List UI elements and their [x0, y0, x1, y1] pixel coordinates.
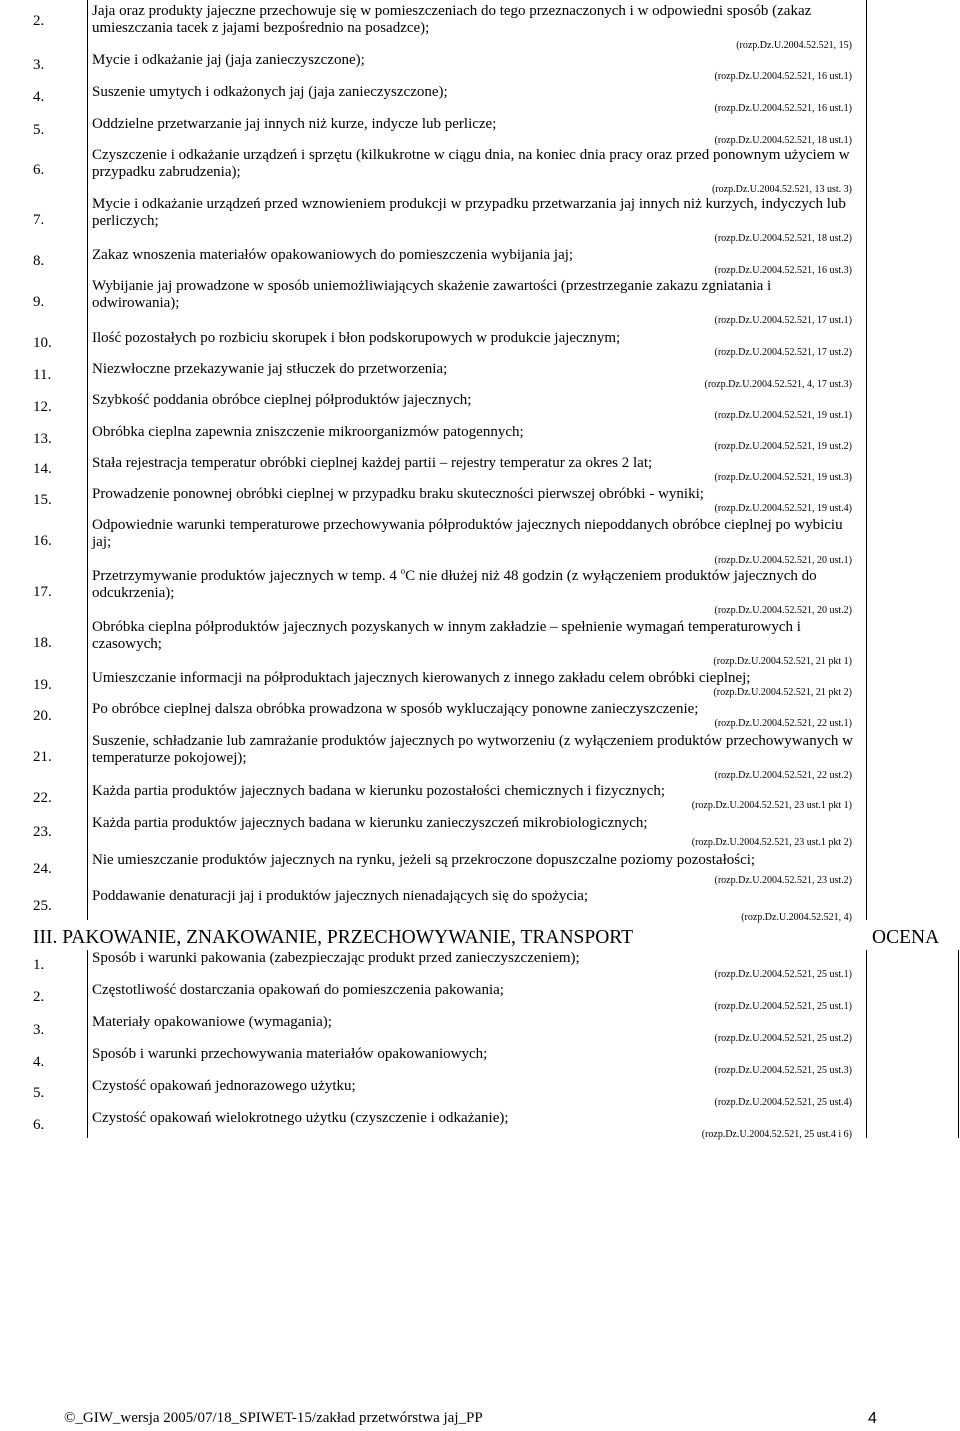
legal-reference: (rozp.Dz.U.2004.52.521, 16 ust.1)	[714, 103, 852, 114]
row-text: Czystość opakowań wielokrotnego użytku (czyszczenie i odkażanie);	[92, 1110, 509, 1126]
legal-reference: (rozp.Dz.U.2004.52.521, 17 ust.2)	[714, 347, 852, 358]
row-text: Częstotliwość dostarczania opakowań do pomieszczenia pakowania;	[92, 982, 504, 998]
row-number: 1.	[33, 957, 45, 973]
legal-reference: (rozp.Dz.U.2004.52.521, 21 pkt 1)	[713, 656, 852, 667]
row-number: 17.	[33, 584, 52, 600]
row-text: Szybkość poddania obróbce cieplnej półproduktów jajecznych;	[92, 392, 472, 408]
row-number: 9.	[33, 294, 45, 310]
legal-reference: (rozp.Dz.U.2004.52.521, 23 ust.1 pkt 1)	[691, 800, 852, 811]
legal-reference: (rozp.Dz.U.2004.52.521, 15)	[736, 40, 852, 51]
row-text: Materiały opakowaniowe (wymagania);	[92, 1014, 332, 1030]
legal-reference: (rozp.Dz.U.2004.52.521, 25 ust.2)	[714, 1033, 852, 1044]
row-number: 6.	[33, 1117, 45, 1133]
row-number: 6.	[33, 162, 45, 178]
row-number: 11.	[33, 367, 52, 383]
row-text: Mycie i odkażanie jaj (jaja zanieczyszczone);	[92, 52, 365, 68]
page-number: 4	[868, 1410, 877, 1427]
legal-reference: (rozp.Dz.U.2004.52.521, 13 ust. 3)	[712, 184, 852, 195]
row-number: 4.	[33, 1054, 45, 1070]
row-text: Sposób i warunki pakowania (zabezpieczając produkt przed zanieczyszczeniem);	[92, 950, 580, 966]
legal-reference: (rozp.Dz.U.2004.52.521, 4, 17 ust.3)	[704, 379, 852, 390]
legal-reference: (rozp.Dz.U.2004.52.521, 23 ust.1 pkt 2)	[691, 837, 852, 848]
row-number: 3.	[33, 1022, 45, 1038]
row-number: 23.	[33, 824, 52, 840]
row-text: Prowadzenie ponownej obróbki cieplnej w przypadku braku skuteczności pierwszej obróbki - wyniki;	[92, 486, 704, 502]
footer-version-info: ©_GIW_wersja 2005/07/18_SPIWET-15/zakład przetwórstwa jaj_PP	[64, 1410, 483, 1426]
row-text: Zakaz wnoszenia materiałów opakowaniowych do pomieszczenia wybijania jaj;	[92, 247, 574, 263]
legal-reference: (rozp.Dz.U.2004.52.521, 19 ust.4)	[714, 503, 852, 514]
row-text: Każda partia produktów jajecznych badana w kierunku pozostałości chemicznych i fizycznych;	[92, 783, 666, 799]
row-text: Suszenie umytych i odkażonych jaj (jaja zanieczyszczone);	[92, 84, 448, 100]
legal-reference: (rozp.Dz.U.2004.52.521, 20 ust.1)	[714, 555, 852, 566]
row-text: Nie umieszczanie produktów jajecznych na rynku, jeżeli są przekroczone dopuszczalne poziomy pozostałości;	[92, 852, 756, 868]
row-number: 12.	[33, 399, 52, 415]
degree-superscript: o	[400, 566, 406, 576]
column-divider-left	[87, 950, 88, 1138]
section-title: III. PAKOWANIE, ZNAKOWANIE, PRZECHOWYWANIE, TRANSPORT	[33, 927, 634, 948]
row-number: 13.	[33, 431, 52, 447]
legal-reference: (rozp.Dz.U.2004.52.521, 18 ust.1)	[714, 135, 852, 146]
row-number: 14.	[33, 461, 52, 477]
legal-reference: (rozp.Dz.U.2004.52.521, 22 ust.1)	[714, 718, 852, 729]
legal-reference: (rozp.Dz.U.2004.52.521, 25 ust.1)	[714, 1001, 852, 1012]
row-number: 25.	[33, 898, 52, 914]
legal-reference: (rozp.Dz.U.2004.52.521, 4)	[741, 912, 852, 923]
row-text: Sposób i warunki przechowywania materiałów opakowaniowych;	[92, 1046, 488, 1062]
row-text: Jaja oraz produkty jajeczne przechowuje się w pomieszczeniach do tego przeznaczonych i w odpowiedni sposób (zakaz umieszczania tacek z jajami bezpośrednio na posadzce);	[92, 3, 812, 36]
column-divider-right	[866, 950, 867, 1138]
row-number: 8.	[33, 253, 45, 269]
row-number: 15.	[33, 492, 52, 508]
row-number: 2.	[33, 989, 45, 1005]
column-divider-left	[87, 0, 88, 920]
row-number: 20.	[33, 708, 52, 724]
row-text-part: C nie dłużej niż 48 godzin (z wyłączeniem produktów jajecznych do odcukrzenia);	[92, 568, 817, 601]
legal-reference: (rozp.Dz.U.2004.52.521, 25 ust.3)	[714, 1065, 852, 1076]
row-number: 2.	[33, 13, 45, 29]
legal-reference: (rozp.Dz.U.2004.52.521, 19 ust.3)	[714, 472, 852, 483]
legal-reference: (rozp.Dz.U.2004.52.521, 19 ust.1)	[714, 410, 852, 421]
row-number: 10.	[33, 335, 52, 351]
legal-reference: (rozp.Dz.U.2004.52.521, 16 ust.1)	[714, 71, 852, 82]
legal-reference: (rozp.Dz.U.2004.52.521, 21 pkt 2)	[713, 687, 852, 698]
legal-reference: (rozp.Dz.U.2004.52.521, 25 ust.1)	[714, 969, 852, 980]
row-text: Po obróbce cieplnej dalsza obróbka prowadzona w sposób wykluczający ponowne zanieczyszczenie;	[92, 701, 699, 717]
row-text: Czyszczenie i odkażanie urządzeń i sprzętu (kilkukrotne w ciągu dnia, na koniec dnia pracy oraz przed ponownym użyciem w przypadku zabrudzenia);	[92, 147, 850, 180]
row-text	[92, 568, 862, 602]
row-number: 5.	[33, 122, 45, 138]
row-text: Wybijanie jaj prowadzone w sposób uniemożliwiających skażenie zawartości (przestrzeganie zakazu zgniatania i odwirowania);	[92, 278, 772, 311]
row-text: Stała rejestracja temperatur obróbki cieplnej każdej partii – rejestry temperatur za okres 2 lat;	[92, 455, 653, 471]
legal-reference: (rozp.Dz.U.2004.52.521, 17 ust.1)	[714, 315, 852, 326]
row-text: Każda partia produktów jajecznych badana w kierunku zanieczyszczeń mikrobiologicznych;	[92, 815, 648, 831]
row-text: Czystość opakowań jednorazowego użytku;	[92, 1078, 356, 1094]
row-number: 24.	[33, 861, 52, 877]
legal-reference: (rozp.Dz.U.2004.52.521, 22 ust.2)	[714, 770, 852, 781]
row-number: 5.	[33, 1085, 45, 1101]
row-text: Odpowiednie warunki temperaturowe przechowywania półproduktów jajecznych niepoddanych obróbce cieplnej po wybiciu jaj;	[92, 517, 843, 550]
row-number: 21.	[33, 749, 52, 765]
row-text: Umieszczanie informacji na półproduktach jajecznych kierowanych z innego zakładu celem obróbki cieplnej;	[92, 670, 751, 686]
row-text: Suszenie, schładzanie lub zamrażanie produktów jajecznych po wytworzeniu (z wyłączeniem produktów przechowywanych w temperaturze pokojowej);	[92, 733, 853, 766]
row-text: Poddawanie denaturacji jaj i produktów jajecznych nienadających się do spożycia;	[92, 888, 589, 904]
row-number: 18.	[33, 635, 52, 651]
row-text: Obróbka cieplna zapewnia zniszczenie mikroorganizmów patogennych;	[92, 424, 524, 440]
row-text: Ilość pozostałych po rozbiciu skorupek i błon podskorupowych w produkcie jajecznym;	[92, 330, 621, 346]
legal-reference: (rozp.Dz.U.2004.52.521, 20 ust.2)	[714, 605, 852, 616]
row-number: 3.	[33, 57, 45, 73]
column-divider-far-right	[958, 950, 959, 1138]
legal-reference: (rozp.Dz.U.2004.52.521, 19 ust.2)	[714, 441, 852, 452]
row-number: 7.	[33, 212, 45, 228]
column-divider-right	[866, 0, 867, 920]
legal-reference: (rozp.Dz.U.2004.52.521, 18 ust.2)	[714, 233, 852, 244]
legal-reference: (rozp.Dz.U.2004.52.521, 16 ust.3)	[714, 265, 852, 276]
legal-reference: (rozp.Dz.U.2004.52.521, 23 ust.2)	[714, 875, 852, 886]
legal-reference: (rozp.Dz.U.2004.52.521, 25 ust.4)	[714, 1097, 852, 1108]
row-text: Oddzielne przetwarzanie jaj innych niż kurze, indycze lub perlicze;	[92, 116, 497, 132]
row-number: 4.	[33, 89, 45, 105]
row-number: 22.	[33, 790, 52, 806]
row-text-part: Przetrzymywanie produktów jajecznych w temp. 4	[92, 568, 401, 584]
ocena-column-header: OCENA	[872, 927, 940, 948]
row-number: 19.	[33, 677, 52, 693]
row-number: 16.	[33, 533, 52, 549]
row-text: Niezwłoczne przekazywanie jaj stłuczek do przetworzenia;	[92, 361, 448, 377]
row-text: Mycie i odkażanie urządzeń przed wznowieniem produkcji w przypadku przetwarzania jaj innych niż kurzych, indyczych lub perliczych;	[92, 196, 846, 229]
legal-reference: (rozp.Dz.U.2004.52.521, 25 ust.4 i 6)	[701, 1129, 852, 1140]
row-text: Obróbka cieplna półproduktów jajecznych pozyskanych w innym zakładzie – spełnienie wymagań temperaturowych i czasowych;	[92, 619, 801, 652]
